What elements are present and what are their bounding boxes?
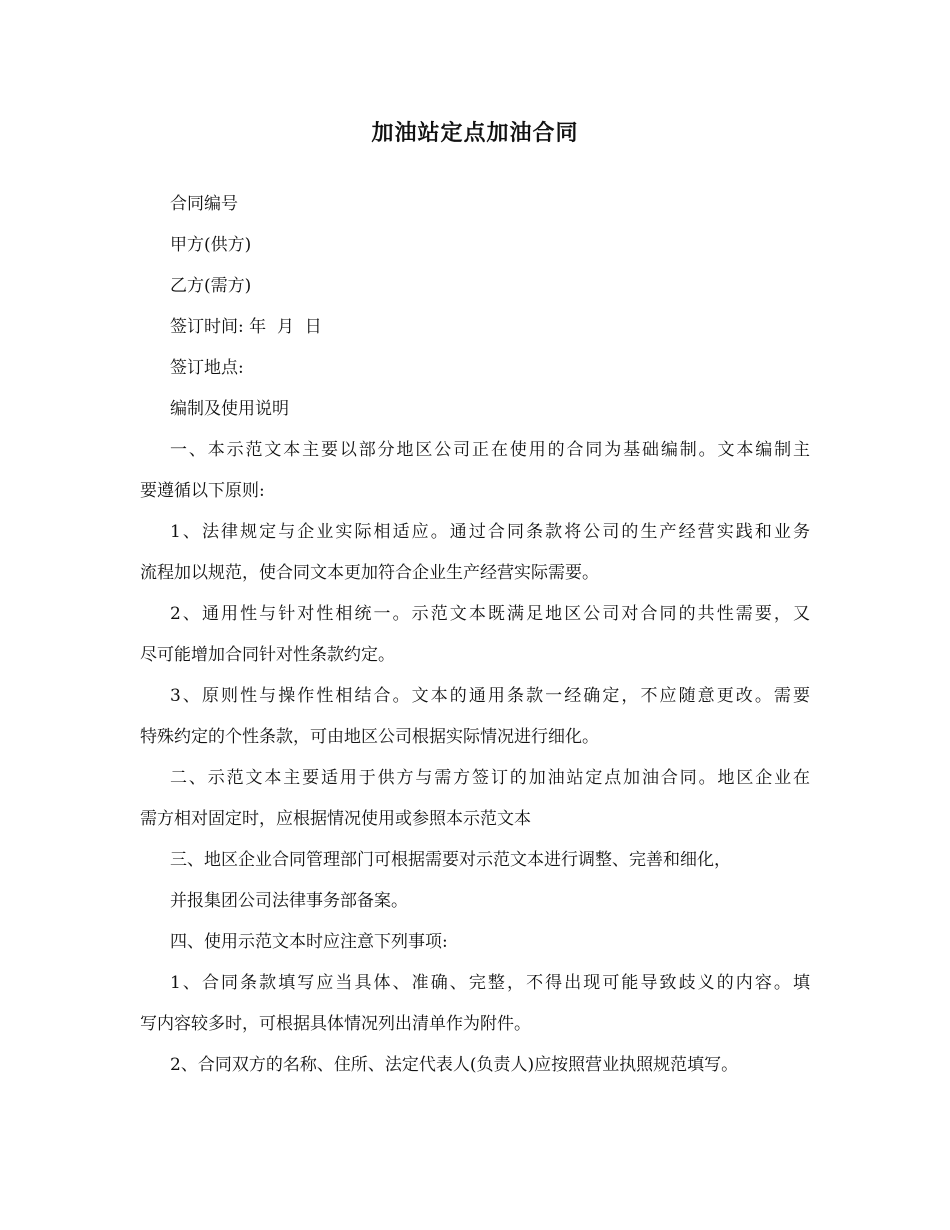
paragraph-line: 一、本示范文本主要以部分地区公司正在使用的合同为基础编制。文本编制主 <box>170 440 810 460</box>
paragraph-line: 三、地区企业合同管理部门可根据需要对示范文本进行调整、完善和细化， <box>170 850 731 870</box>
sign-place-field: 签订地点: <box>170 358 244 378</box>
paragraph-line: 要遵循以下原则: <box>140 481 265 501</box>
party-a-field: 甲方(供方) <box>170 235 252 255</box>
contract-number-field: 合同编号 <box>170 194 238 214</box>
document-title: 加油站定点加油合同 <box>371 120 579 146</box>
paragraph-line: 特殊约定的个性条款，可由地区公司根据实际情况进行细化。 <box>140 727 599 747</box>
paragraph-line: 四、使用示范文本时应注意下列事项: <box>170 932 448 952</box>
paragraph-line: 并报集团公司法律事务部备案。 <box>170 891 408 911</box>
paragraph-line: 2、合同双方的名称、住所、法定代表人(负责人)应按照营业执照规范填写。 <box>170 1055 739 1075</box>
paragraph-line: 1、法律规定与企业实际相适应。通过合同条款将公司的生产经营实践和业务 <box>170 522 810 542</box>
party-b-field: 乙方(需方) <box>170 276 252 296</box>
instructions-heading: 编制及使用说明 <box>170 399 289 419</box>
paragraph-line: 尽可能增加合同针对性条款约定。 <box>140 645 395 665</box>
paragraph-line: 二、示范文本主要适用于供方与需方签订的加油站定点加油合同。地区企业在 <box>170 768 810 788</box>
paragraph-line: 1、合同条款填写应当具体、准确、完整，不得出现可能导致歧义的内容。填 <box>170 973 810 993</box>
paragraph-line: 3、原则性与操作性相结合。文本的通用条款一经确定，不应随意更改。需要 <box>170 686 810 706</box>
paragraph-line: 2、通用性与针对性相统一。示范文本既满足地区公司对合同的共性需要，又 <box>170 604 810 624</box>
sign-time-field: 签订时间: 年 月 日 <box>170 317 322 337</box>
paragraph-line: 写内容较多时，可根据具体情况列出清单作为附件。 <box>140 1014 531 1034</box>
paragraph-line: 流程加以规范，使合同文本更加符合企业生产经营实际需要。 <box>140 563 599 583</box>
document-body <box>140 184 810 1086</box>
paragraph-line: 需方相对固定时，应根据情况使用或参照本示范文本 <box>140 809 531 829</box>
